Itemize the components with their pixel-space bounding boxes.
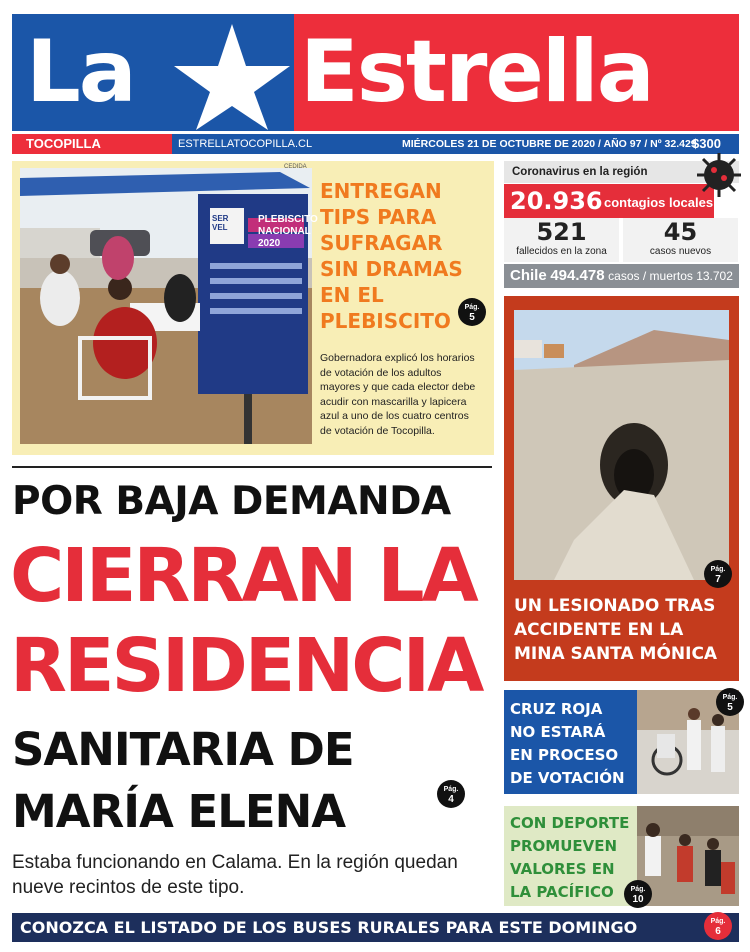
sport-headline[interactable]: CON DEPORTE PROMUEVEN VALORES EN LA PACÍFICO: [510, 814, 630, 901]
section-rule: [12, 466, 492, 468]
page-badge: Pág. 5: [458, 298, 486, 326]
main-headline-line-4[interactable]: MARÍA ELENA: [12, 785, 346, 838]
date-line: MIÉRCOLES 21 DE OCTUBRE DE 2020 / AÑO 97 / Nº 32.429: [402, 138, 697, 150]
page-badge: Pág. 7: [704, 560, 732, 588]
website-link[interactable]: ESTRELLATOCOPILLA.CL: [178, 138, 313, 150]
sign-title: PLEBISCITO NACIONAL 2020: [258, 214, 318, 249]
covid-cases-bar: [504, 184, 714, 218]
page-badge: Pág. 4: [437, 780, 465, 808]
edition-label: TOCOPILLA: [26, 136, 101, 151]
main-headline-line-2[interactable]: RESIDENCIA: [10, 623, 482, 709]
sport-photo: [637, 806, 739, 906]
price: $300: [692, 136, 721, 151]
cruz-roja-headline[interactable]: CRUZ ROJA NO ESTARÁ EN PROCESO DE VOTACIÓN: [510, 700, 625, 787]
masthead-name-left: La: [26, 22, 135, 122]
virus-icon: [694, 150, 744, 200]
covid-total-label: contagios locales: [604, 195, 714, 210]
covid-total: 20.936: [510, 187, 603, 215]
star-icon: [172, 20, 292, 132]
main-kicker: POR BAJA DEMANDA: [12, 479, 451, 524]
main-headline-line-3[interactable]: SANITARIA DE: [12, 723, 354, 776]
page-badge: Pág. 5: [716, 688, 744, 716]
page-badge: Pág. 6: [704, 912, 732, 940]
top-story-headline[interactable]: ENTREGAN TIPS PARA SUFRAGAR SIN DRAMAS EN EL PLEBISCITO: [320, 179, 463, 333]
top-story-body: Gobernadora explicó los horarios de votación de los adultos mayores y que cada elector debe acudir con mascarilla y lapicera azul a uno de los cuatro centros de votación de Tocopilla.: [320, 352, 476, 437]
covid-chile: Chile 494.478 casos / muertos 13.702: [504, 264, 739, 288]
covid-title: Coronavirus en la región: [504, 161, 739, 183]
mine-photo: [514, 310, 729, 580]
masthead: [12, 14, 739, 131]
photo-credit: CEDIDA: [284, 164, 307, 170]
main-deck: Estaba funcionando en Calama. En la región quedan nueve recintos de este tipo.: [12, 852, 458, 898]
covid-new-cases: 45 casos nuevos: [623, 218, 738, 262]
bottom-strip-text[interactable]: CONOZCA EL LISTADO DE LOS BUSES RURALES PARA ESTE DOMINGO: [20, 918, 638, 937]
servel-logo-text: SER VEL: [212, 214, 229, 232]
page-badge: Pág. 10: [624, 880, 652, 908]
voting-photo: [20, 168, 318, 444]
covid-deaths: 521 fallecidos en la zona: [504, 218, 619, 262]
main-headline-line-1[interactable]: CIERRAN LA: [10, 533, 476, 619]
mine-story-headline[interactable]: UN LESIONADO TRAS ACCIDENTE EN LA MINA SANTA MÓNICA: [514, 596, 718, 664]
masthead-name-right: Estrella: [300, 22, 653, 122]
